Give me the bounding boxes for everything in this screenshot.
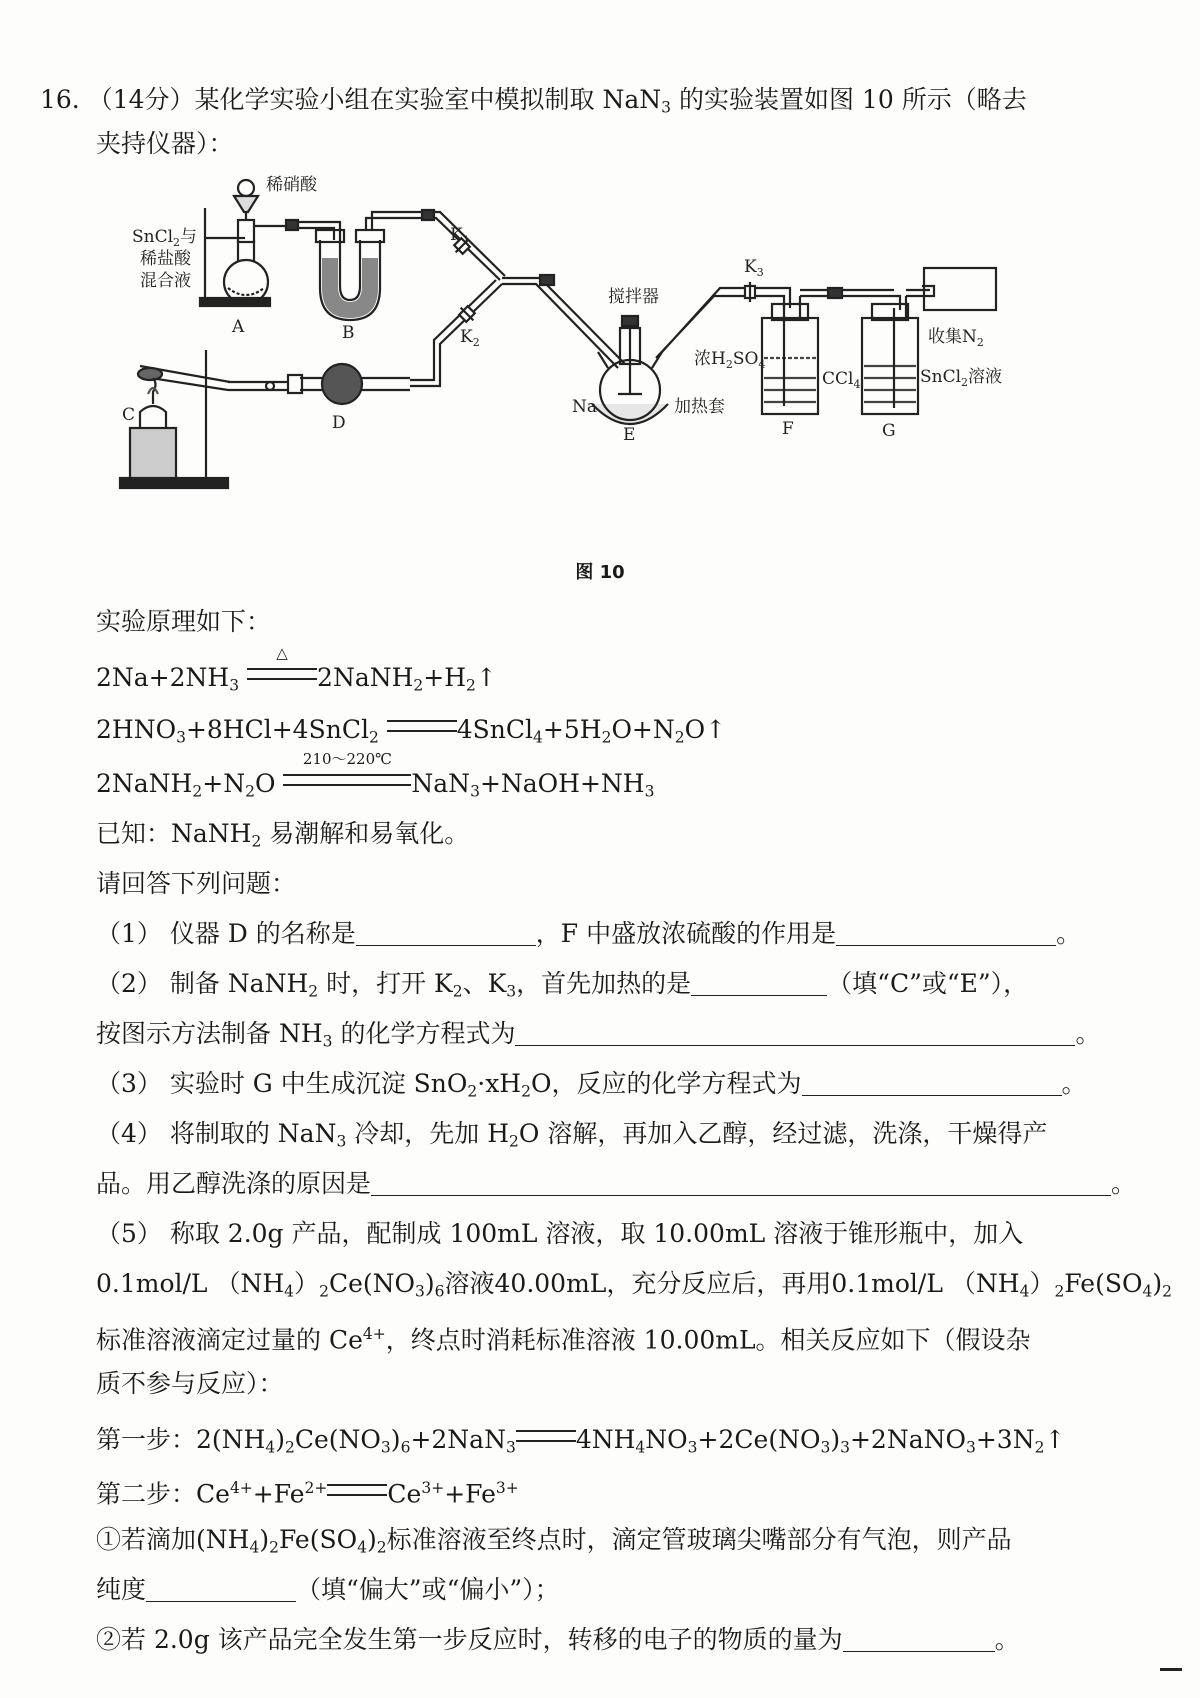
equation-2: $2HNO_3+8HCl+4SnCl_2$ $4SnCl_4+5H_2O+N_2O↑$ [96, 715, 727, 747]
label-k2: K [460, 327, 473, 347]
q4: （4） 将制取的 NaN$_3$ 冷却，先加 $H_2O$ 溶解，再加入乙醇，经过滤，洗涤，干燥得产 [96, 1119, 1048, 1151]
equation-3: $2NaNH_2+N_2O$ 210～220℃ $NaN_3+NaOH+NH_3$ [96, 750, 655, 801]
svg-text:混合液: 混合液 [140, 271, 191, 291]
label-k1: K [450, 225, 463, 245]
equals-sign [387, 720, 457, 732]
label-dilute-nitric-acid: 稀硝酸 [266, 175, 317, 195]
question-number: 16. [40, 85, 80, 114]
step-2-equation: 第二步：$Ce^{4+}+Fe^{2+}$ $Ce^{3+}+Fe^{3+}$ [96, 1479, 519, 1509]
equals-temperature: 210～220℃ [283, 774, 411, 786]
q1: （1） 仪器 D 的名称是 ，F 中盛放浓硫酸的作用是 。 [96, 919, 1082, 948]
answer-blank-q4[interactable] [371, 1171, 1111, 1196]
label-a: A [232, 317, 245, 337]
apparatus-a [200, 180, 288, 306]
answer-blank-q3[interactable] [802, 1071, 1062, 1096]
label-conc-h2so4: 浓H [694, 349, 726, 369]
svg-text:K1: $K_1$ [450, 225, 470, 247]
label-e: E [623, 425, 636, 445]
answer-blank-q1b[interactable] [836, 921, 1056, 946]
svg-text:稀盐酸: 稀盐酸 [140, 249, 191, 269]
known-info: 已知：NaNH$_2$ 易潮解和易氧化。 [96, 819, 470, 851]
sub-question-2: ②若 2.0g 该产品完全发生第一步反应时，转移的电子的物质的量为 。 [96, 1625, 1020, 1654]
svg-text:浓H2SO4: 浓$H_2SO_4$ [694, 349, 766, 371]
answer-blank-q2a[interactable] [691, 971, 827, 996]
label-k3: K [744, 257, 757, 277]
equation-1: $2Na+2NH_3$ △ $2NaNH_2+H_2↑$ [96, 644, 497, 695]
figure-caption: 图 10 [575, 562, 625, 583]
label-sncl2: SnCl [132, 227, 174, 247]
answer-blank-q5-2[interactable] [843, 1627, 995, 1652]
q5-line4: 质不参与反应）： [96, 1369, 284, 1398]
label-ccl4: CCl [822, 369, 854, 389]
sub-question-1: ①若滴加$(NH_4)_2Fe(SO_4)_2$标准溶液至终点时，滴定管玻璃尖嘴部分有气泡，则产品 [96, 1525, 1012, 1557]
svg-text:K2: $K_2$ [460, 327, 480, 349]
label-stirrer: 搅拌器 [608, 287, 659, 307]
apparatus-c-heating [120, 350, 288, 488]
answer-blank-q1a[interactable] [356, 921, 536, 946]
label-collect-n2: 收集N [928, 327, 977, 347]
answer-blank-q2b[interactable] [515, 1021, 1075, 1046]
answer-blank-q5-1[interactable] [146, 1577, 296, 1602]
label-heating-mantle: 加热套 [674, 397, 725, 417]
q3: （3） 实验时 G 中生成沉淀 $SnO_2\cdot xH_2O$，反应的化学方程式为 。 [96, 1069, 1087, 1101]
apparatus-b-u-tube [316, 230, 384, 320]
q2-line2: 按图示方法制备 $NH_3$ 的化学方程式为 。 [96, 1019, 1101, 1051]
label-f: F [782, 419, 794, 439]
svg-text:CCl4: CCl$_4$ [822, 369, 861, 391]
svg-text:SnCl2溶液: SnCl$_2$溶液 [920, 367, 1003, 389]
apparatus-diagram [110, 168, 1110, 568]
label-b: B [342, 323, 355, 343]
sub-question-1-line2: 纯度 （填“偏大”或“偏小”）； [96, 1575, 560, 1604]
label-c: C [122, 405, 136, 425]
question-stem-line2: 夹持仪器）： [96, 129, 234, 158]
ask-line: 请回答下列问题： [96, 869, 297, 898]
valve-k3 [745, 282, 755, 302]
step-1-equation: 第一步：$2(NH_4)_2Ce(NO_3)_6+2NaN_3$ $4NH_4NO_3+2Ce(NO_3)_3+2NaNO_3+3N_2↑$ [96, 1425, 1066, 1457]
q4-line2: 品。用乙醇洗涤的原因是 。 [96, 1169, 1137, 1198]
q5-line3: 标准溶液滴定过量的 $Ce^{4+}$，终点时消耗标准溶液 10.00mL。相关反应如下（假设杂 [96, 1325, 1031, 1355]
label-sncl2-solution: SnCl [920, 367, 962, 387]
label-g: G [882, 421, 896, 441]
equals-heat: △ [247, 668, 317, 680]
apparatus-f-bottle [762, 288, 900, 414]
label-na: Na [572, 397, 598, 417]
principle-heading: 实验原理如下： [96, 607, 272, 636]
label-d: D [332, 413, 346, 433]
svg-text:K3: $K_3$ [744, 257, 764, 279]
q5-line2: 0.1mol/L $(NH_4)_2Ce(NO_3)_6$溶液40.00mL，充分反应后，再用0.1mol/L $(NH_4)_2Fe(SO_4)_2$ [96, 1269, 1172, 1301]
q2: （2） 制备 NaNH$_2$ 时，打开 $K_2$、$K_3$，首先加热的是 （填“C”或“E”）， [96, 969, 1029, 1001]
apparatus-d-drying-tube [288, 364, 410, 404]
page-mark [1160, 1668, 1182, 1671]
q5-line1: （5） 称取 2.0g 产品，配制成 100mL 溶液，取 10.00mL 溶液于锥形瓶中，加入 [96, 1219, 1024, 1248]
valve-k2 [456, 303, 477, 324]
question-stem: 16. （14分）某化学实验小组在实验室中模拟制取 NaN$_3$ 的实验装置如图 10 所示（略去 [40, 85, 1027, 117]
svg-text:SnCl2与: SnCl$_2$与 [132, 227, 198, 249]
svg-text:收集N2: 收集$N_2$ [928, 327, 984, 349]
